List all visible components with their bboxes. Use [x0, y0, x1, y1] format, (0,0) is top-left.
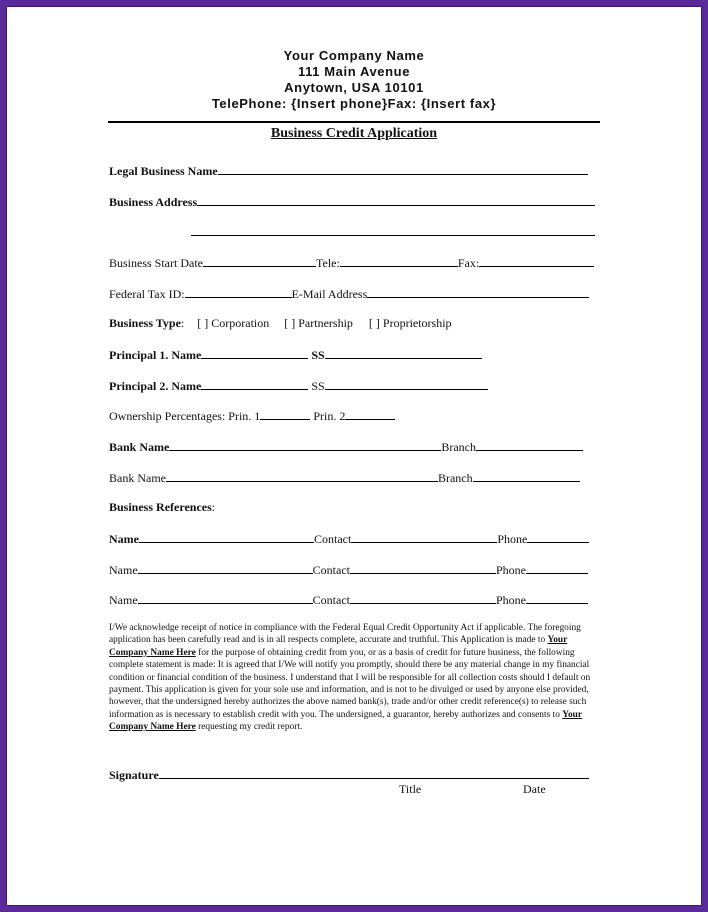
- bank-1-label: Bank Name: [109, 440, 170, 454]
- principal-2-label: Principal 2. Name: [109, 379, 202, 393]
- company-placeholder-1: Your Company Name Here: [109, 635, 568, 658]
- signature-row: [109, 767, 609, 782]
- principal-1-ss-field[interactable]: [325, 347, 482, 359]
- company-city: Anytown, USA 10101: [284, 80, 424, 95]
- bank-2-branch-label: Branch: [437, 471, 473, 485]
- reference-3-name-label: Name: [109, 593, 138, 607]
- email-label: E-Mail Address: [291, 287, 368, 301]
- principal-2-row: [109, 378, 609, 393]
- signature-date-label: Date: [523, 782, 546, 796]
- header-divider: [108, 121, 600, 123]
- business-address-line2-field[interactable]: [191, 224, 595, 236]
- bank-1-branch-label: Branch: [441, 440, 476, 454]
- reference-3-row: [109, 592, 609, 607]
- legal-business-name-field[interactable]: [218, 163, 588, 175]
- reference-3-contact-field[interactable]: [350, 592, 496, 604]
- principal-1-ss-label: SS: [311, 348, 325, 362]
- bank-2-branch-field[interactable]: [473, 470, 580, 482]
- fax-label: Fax:: [457, 256, 480, 270]
- reference-1-phone-field[interactable]: [527, 531, 589, 543]
- bank-1-row: [109, 439, 609, 454]
- legal-business-name-row: [109, 163, 609, 178]
- ownership-row: [109, 408, 609, 423]
- start-date-row: [109, 255, 609, 270]
- business-references-heading: Business References:: [109, 500, 216, 514]
- signature-title-label: Title: [399, 782, 422, 796]
- principal-2-ss-label: SS: [311, 379, 325, 393]
- reference-1-phone-label: Phone: [497, 532, 528, 546]
- business-address-row: [109, 194, 609, 209]
- principal-2-ss-field[interactable]: [325, 378, 488, 390]
- company-placeholder-2: Your Company Name Here: [109, 709, 583, 733]
- bank-2-name-field[interactable]: [166, 470, 438, 482]
- reference-1-contact-field[interactable]: [351, 531, 497, 543]
- type-proprietorship-option[interactable]: [ ] Proprietorship: [368, 316, 452, 330]
- principal-1-label: Principal 1. Name: [109, 348, 202, 362]
- reference-2-row: [109, 562, 609, 577]
- page-title: Business Credit Application: [270, 126, 438, 141]
- reference-1-contact-label: Contact: [314, 532, 352, 546]
- type-partnership-option[interactable]: [ ] Partnership: [284, 316, 353, 330]
- reference-2-name-label: Name: [109, 563, 138, 577]
- reference-3-phone-field[interactable]: [526, 592, 588, 604]
- signature-field[interactable]: [159, 767, 589, 779]
- ownership-prin2-label: Prin. 2: [313, 409, 346, 423]
- reference-3-name-field[interactable]: [138, 592, 313, 604]
- reference-3-phone-label: Phone: [495, 593, 526, 607]
- principal-1-name-field[interactable]: [201, 347, 308, 359]
- company-contact: TelePhone: {Insert phone}Fax: {Insert fax}: [211, 96, 497, 111]
- start-date-label: Business Start Date: [109, 256, 203, 270]
- bank-1-branch-field[interactable]: [476, 439, 583, 451]
- ownership-prin2-field[interactable]: [345, 408, 395, 420]
- reference-2-contact-label: Contact: [312, 563, 350, 577]
- company-name: Your Company Name: [283, 48, 425, 63]
- email-field[interactable]: [367, 286, 589, 298]
- ownership-label: Ownership Percentages: Prin. 1: [109, 409, 261, 423]
- reference-2-phone-field[interactable]: [526, 562, 588, 574]
- ownership-prin1-field[interactable]: [260, 408, 310, 420]
- bank-2-row: [109, 470, 609, 485]
- reference-2-contact-field[interactable]: [350, 562, 496, 574]
- type-corporation-option[interactable]: [ ] Corporation: [197, 316, 270, 330]
- reference-1-row: [109, 531, 609, 546]
- reference-2-phone-label: Phone: [495, 563, 526, 577]
- company-street: 111 Main Avenue: [297, 64, 411, 79]
- tele-field[interactable]: [340, 255, 458, 267]
- tele-label: Tele:: [316, 256, 340, 270]
- tax-id-row: [109, 286, 609, 301]
- legal-business-name-label: Legal Business Name: [109, 164, 218, 178]
- principal-1-row: [109, 347, 609, 362]
- reference-1-name-label: Name: [109, 532, 139, 546]
- tax-id-label: Federal Tax ID:: [109, 287, 185, 301]
- business-address-label: Business Address: [109, 195, 198, 209]
- business-address-field[interactable]: [197, 194, 595, 206]
- business-type-row: Business Type: [ ] Corporation [ ] Partnership [ ] Proprietorship: [109, 316, 452, 330]
- agreement-paragraph: I/We acknowledge receipt of notice in compliance with the Federal Equal Credit Opportunity Act if applicable. The foregoing application has been carefully read and is in all respects complete, accurate and truthful. This Application is made to Your Company Name Here for the purpose of obtaining credit from you, or as a basis of credit for future business, the following complete statement is made: It is agreed that I/We will notify you promptly, should there be any material change in my financial condition or financial condition of the business. I understand that I will be responsible for all collection costs should I default on payment. This application is given for your sole use and information, and is not to be divulged or used by anyone else provided, however, that the undersigned hereby authorizes the above named bank(s), trade and/or other credit reference(s) to release such information as is necessary to establish credit with you. The undersigned, a guarantor, hereby authorizes and consents to Your Company Name Here requesting my credit report.: [109, 623, 591, 733]
- bank-1-name-field[interactable]: [169, 439, 441, 451]
- reference-2-name-field[interactable]: [138, 562, 313, 574]
- fax-field[interactable]: [479, 255, 594, 267]
- signature-label: Signature: [109, 768, 159, 782]
- bank-2-label: Bank Name: [109, 471, 166, 485]
- reference-3-contact-label: Contact: [312, 593, 350, 607]
- tax-id-field[interactable]: [185, 286, 292, 298]
- business-address-line2-row: [191, 224, 691, 239]
- start-date-field[interactable]: [203, 255, 316, 267]
- principal-2-name-field[interactable]: [201, 378, 308, 390]
- reference-1-name-field[interactable]: [139, 531, 314, 543]
- business-type-label: Business Type: [109, 316, 181, 330]
